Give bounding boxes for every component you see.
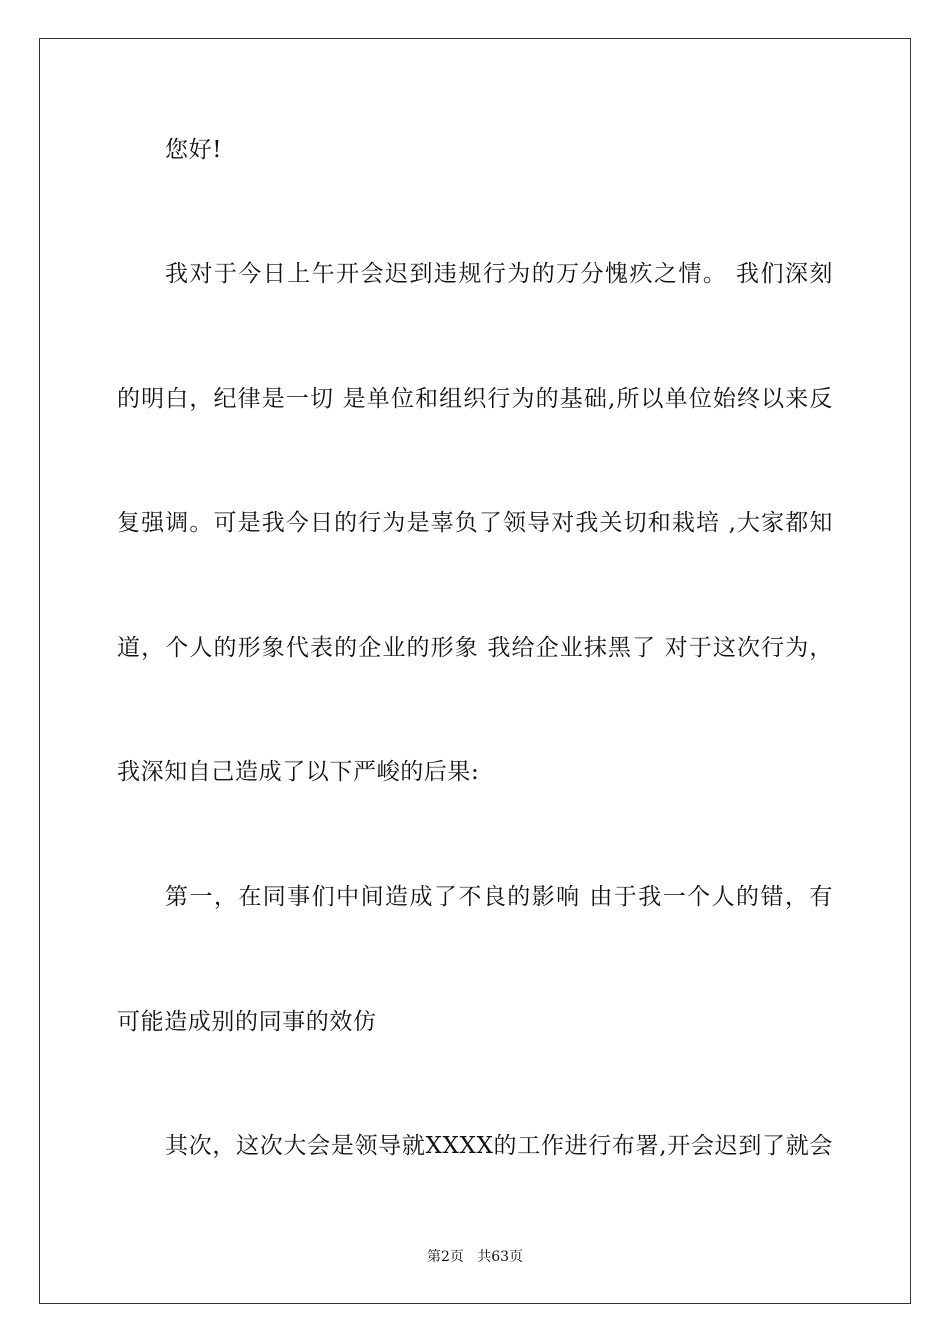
paragraph-3-line-1: 其次，这次大会是领导就XXXX的工作进行布署,开会迟到了就会	[165, 1133, 833, 1159]
paragraph-1-line-3: 复强调。可是我今日的行为是辜负了领导对我关切和栽培 ,大家都知	[117, 510, 833, 536]
paragraph-2-line-2: 可能造成别的同事的效仿	[117, 1009, 377, 1035]
paragraph-1-line-1: 我对于今日上午开会迟到违规行为的万分愧疚之情。 我们深刻	[165, 261, 833, 287]
paragraph-1-line-2: 的明白，纪律是一切 是单位和组织行为的基础,所以单位始终以来反	[117, 386, 833, 412]
greeting-line: 您好!	[165, 137, 223, 163]
paragraph-1-line-4: 道，个人的形象代表的企业的形象 我给企业抹黑了 对于这次行为，	[117, 635, 833, 661]
page-number-footer: 第2页 共63页	[426, 1249, 524, 1265]
paragraph-1-line-5: 我深知自己造成了以下严峻的后果:	[117, 759, 480, 785]
paragraph-2-line-1: 第一，在同事们中间造成了不良的影响 由于我一个人的错，有	[165, 884, 833, 910]
page-frame	[39, 38, 911, 1304]
